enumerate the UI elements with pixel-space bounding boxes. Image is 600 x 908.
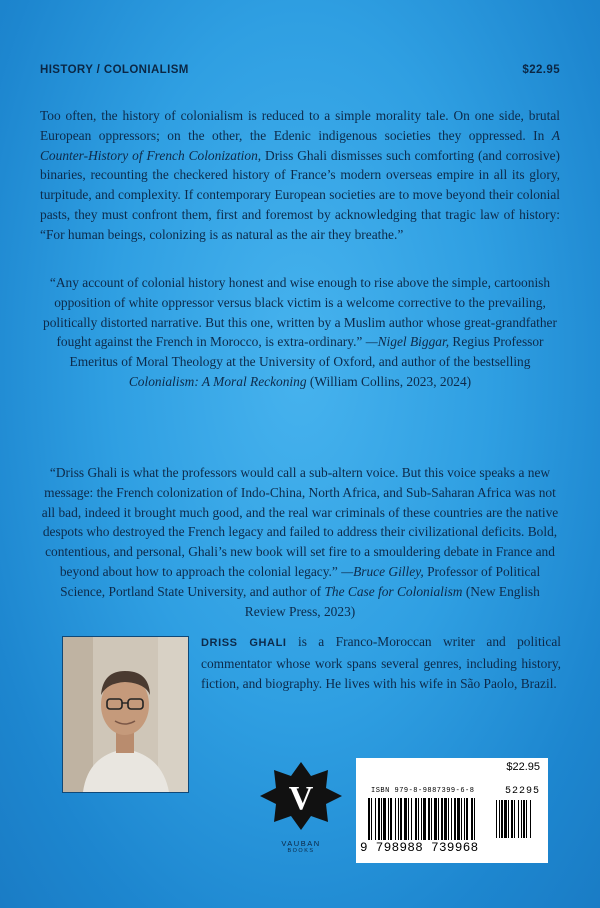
isbn-label: ISBN 979-8-9887399-6-8: [371, 787, 475, 795]
author-name: DRISS GHALI: [201, 637, 287, 649]
quote-attribution-book: The Case for Colonialism: [324, 583, 463, 599]
author-bio-text: is a Franco-Moroccan writer and political commentator whose work spans several genres, including history, fiction, and biography. He lives with his wife in São Paolo, Brazil.: [201, 634, 561, 691]
barcode-price: $22.95: [506, 761, 540, 773]
publisher-sub: BOOKS: [287, 848, 315, 854]
quote-attribution-pub: (William Collins, 2023, 2024): [306, 373, 472, 389]
endorsement-biggar: [40, 273, 560, 392]
price-addon-code: 52295: [504, 786, 540, 797]
quote-attribution-pub: (New English Review Press, 2023): [244, 583, 540, 619]
quote-attribution-text: Regius Professor Emeritus of Moral Theology at the University of Oxford, and author of the bestselling: [69, 334, 544, 370]
cover-header: [40, 64, 560, 82]
isbn-barcode: [356, 758, 548, 863]
vauban-star-icon: [256, 760, 346, 832]
publisher-name: VAUBAN: [281, 839, 321, 848]
quote-attribution-name: —Nigel Biggar,: [365, 334, 450, 350]
quote-attribution-text: Professor of Political Science, Portland State University, and author of: [60, 563, 541, 599]
quote-text: “Driss Ghali is what the professors would call a sub-altern voice. But this voice speaks a new message: the French colonization of Indo-China, North Africa, and Sub-Saharan Africa was not all bad, indeed it brought much good, and the real war criminals of these countries are the native despots who destroyed the French legacy and failed to address their civilizational deficits. Bold, contentious, and personal, Ghali’s new book will set fire to a smouldering debate in France and beyond about how to approach the colonial legacy.”: [41, 465, 559, 579]
author-portrait-illustration: [63, 637, 188, 792]
blurb-text-2: , Driss Ghali dismisses such comforting (and corrosive) binaries, recounting the checkered history of France’s modern overseas empire in all its glory, turpitude, and complexity. If contemporary European societies are to move beyond their colonial pasts, they must confront them, first and foremost by acknowledging that tragic law of history: “For human beings, colonizing is as natural as the air they breathe.”: [40, 147, 560, 242]
price-label: $22.95: [522, 64, 560, 76]
barcode-digits: 9 798988 739968: [360, 841, 479, 855]
author-bio: [201, 632, 561, 693]
logo-letter: V: [288, 780, 314, 817]
book-blurb: [40, 106, 560, 245]
quote-attribution-name: —Bruce Gilley,: [341, 563, 424, 579]
category-label: HISTORY / COLONIALISM: [40, 64, 189, 76]
blurb-book-title: A Counter-History of French Colonization: [40, 127, 560, 163]
author-photo: [62, 636, 189, 793]
publisher-logo: [256, 760, 346, 860]
quote-attribution-book: Colonialism: A Moral Reckoning: [128, 373, 307, 389]
endorsement-gilley: [40, 463, 560, 621]
quote-text: “Any account of colonial history honest and wise enough to rise above the simple, cartoonish opposition of white oppressor versus black victim is a welcome corrective to the prevailing, politically distorted narrative. But this one, written by a Muslim author whose great-grandfather fought against the French in Morocco, is extra-ordinary.”: [43, 275, 557, 350]
blurb-text-1: Too often, the history of colonialism is reduced to a simple morality tale. On one side, brutal European oppressors; on the other, the Edenic indigenous societies they oppressed. In: [40, 108, 560, 143]
